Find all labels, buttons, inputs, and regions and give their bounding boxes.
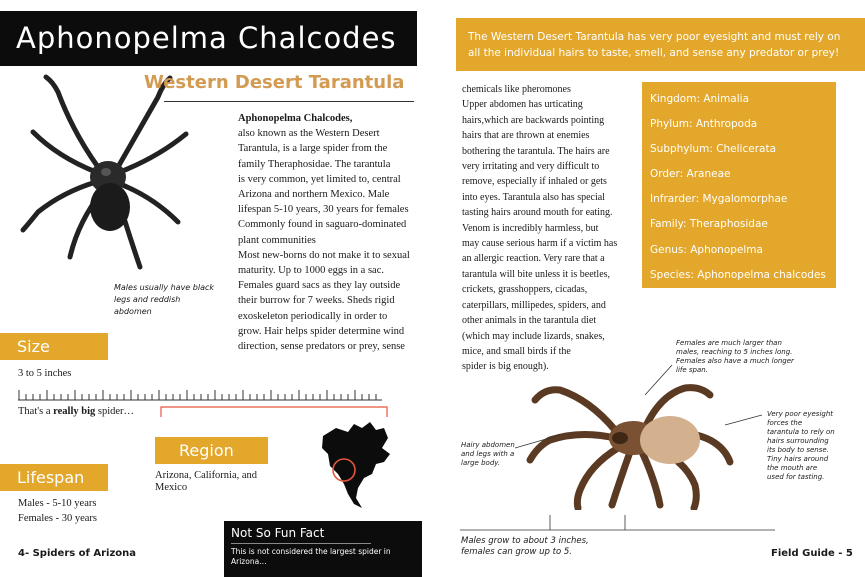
black-tarantula-image	[18, 72, 208, 272]
body-line: Upper abdomen has urticating	[462, 99, 583, 111]
body-line: into eyes. Tarantula also has special	[462, 191, 605, 203]
body-line: Most new-borns do not make it to sexual	[238, 249, 410, 261]
body-line: crickets, grasshoppers, cicadas,	[462, 284, 588, 296]
size-value: 3 to 5 inches	[18, 368, 72, 379]
body-line: chemicals like pheromones	[462, 84, 571, 95]
lifespan-females: Females - 30 years	[18, 513, 98, 524]
body-line: direction, sense predators or prey, sense	[238, 341, 405, 353]
body-line: tarantula will bite unless it is beetles,	[462, 268, 611, 280]
body-line: is very common, yet limited to, central	[238, 173, 401, 185]
taxonomy-box	[642, 82, 836, 288]
body-line: very irritating and very difficult to	[462, 161, 600, 173]
size-note: That's a really big spider…	[18, 406, 135, 417]
north-america-map	[318, 418, 398, 513]
fun-fact-box	[224, 521, 422, 577]
taxonomy-species: Species: Aphonopelma chalcodes	[650, 268, 826, 281]
body-line: their burrow for 7 weeks. Sheds rigid	[238, 295, 395, 307]
hair-callout: Hairy abdomen and legs with a large body.	[461, 441, 515, 467]
growth-callout: Males grow to about 3 inches, females can grow up to 5.	[461, 536, 589, 557]
fact-text: This is not considered the largest spider in Arizona…	[231, 547, 391, 566]
body-line: Tarantula, is a large spider from the	[238, 143, 388, 155]
size-heading: Size	[0, 333, 108, 360]
right-page-footer: Field Guide - 5	[771, 548, 853, 559]
left-body-text	[238, 111, 418, 354]
ruler-graphic	[18, 386, 382, 402]
body-line: Females guard sacs as they lay outside	[238, 280, 401, 292]
body-line: an allergic reaction. Very rare that a	[462, 253, 605, 265]
body-line: Arizona and northern Mexico. Male	[238, 189, 390, 201]
fact-heading: Not So Fun Fact	[231, 526, 325, 540]
body-line: caterpillars, millipedes, spiders, and	[462, 299, 606, 311]
body-line: plant communities	[238, 234, 316, 246]
lifespan-males: Males - 5-10 years	[18, 498, 97, 509]
body-line: exoskeleton periodically in order to	[238, 310, 388, 322]
body-line: tasting hairs around mouth for eating.	[462, 207, 613, 219]
eyesight-banner: The Western Desert Tarantula has very poor eyesight and must rely on all the individual hairs to taste, smell, and sense any predator or prey!	[456, 18, 865, 71]
body-line: lifespan 5-10 years, 30 years for females	[238, 204, 409, 216]
taxonomy-genus: Genus: Aphonopelma	[650, 243, 763, 256]
page-title: Aphonopelma Chalcodes	[0, 11, 417, 66]
page-subtitle: Western Desert Tarantula	[144, 72, 405, 93]
body-line: other animals in the tarantula diet	[462, 315, 597, 327]
taxonomy-infraorder: Infrarder: Mygalomorphae	[650, 193, 788, 206]
body-line: grow. Hair helps spider determine wind	[238, 325, 405, 337]
taxonomy-subphylum: Subphylum: Chelicerata	[650, 143, 777, 156]
body-line: remove, especially if inhaled or gets	[462, 176, 607, 188]
body-line: (which may include lizards, snakes,	[462, 330, 605, 342]
body-line: bothering the tarantula. The hairs are	[462, 145, 610, 157]
spider-caption: Males usually have black legs and reddish abdomen	[114, 283, 214, 316]
fact-divider	[231, 543, 371, 544]
taxonomy-order: Order: Araneae	[650, 168, 731, 181]
left-page-footer: 4- Spiders of Arizona	[18, 548, 137, 559]
body-line: maturity. Up to 1000 eggs in a sac.	[238, 265, 385, 277]
body-line: hairs that are thrown at enemies	[462, 130, 590, 142]
body-line: Commonly found in saguaro-dominated	[238, 219, 407, 231]
region-heading: Region	[155, 437, 268, 464]
body-line: Venom is incredibly harmless, but	[462, 222, 599, 234]
body-line: spider is big enough).	[462, 361, 549, 373]
subtitle-divider	[164, 101, 414, 102]
taxonomy-phylum: Phylum: Anthropoda	[650, 118, 758, 131]
body-line: also known as the Western Desert	[238, 128, 380, 140]
taxonomy-family: Family: Theraphosidae	[650, 218, 768, 231]
body-lead: Aphonopelma Chalcodes,	[238, 113, 353, 124]
size-bracket	[160, 405, 388, 417]
taxonomy-kingdom: Kingdom: Animalia	[650, 93, 750, 105]
body-line: hairs,which are backwards pointing	[462, 114, 605, 126]
body-line: may cause serious harm if a victim has	[462, 238, 618, 250]
body-line: family Theraphosidae. The tarantula	[238, 158, 391, 170]
lifespan-heading: Lifespan	[0, 464, 108, 491]
body-line: mice, and small birds if the	[462, 345, 571, 357]
eyesight-callout: Very poor eyesight forces the tarantula to rely on hairs surrounding its body to sense. Tiny hairs around the mouth are used for tasting.	[767, 410, 835, 481]
size-callout: Females are much larger than males, reaching to 5 inches long. Females also have a much longer life span.	[676, 339, 794, 374]
emphasis-text: really big	[53, 406, 96, 417]
region-value: Arizona, California, and Mexico	[155, 470, 258, 493]
